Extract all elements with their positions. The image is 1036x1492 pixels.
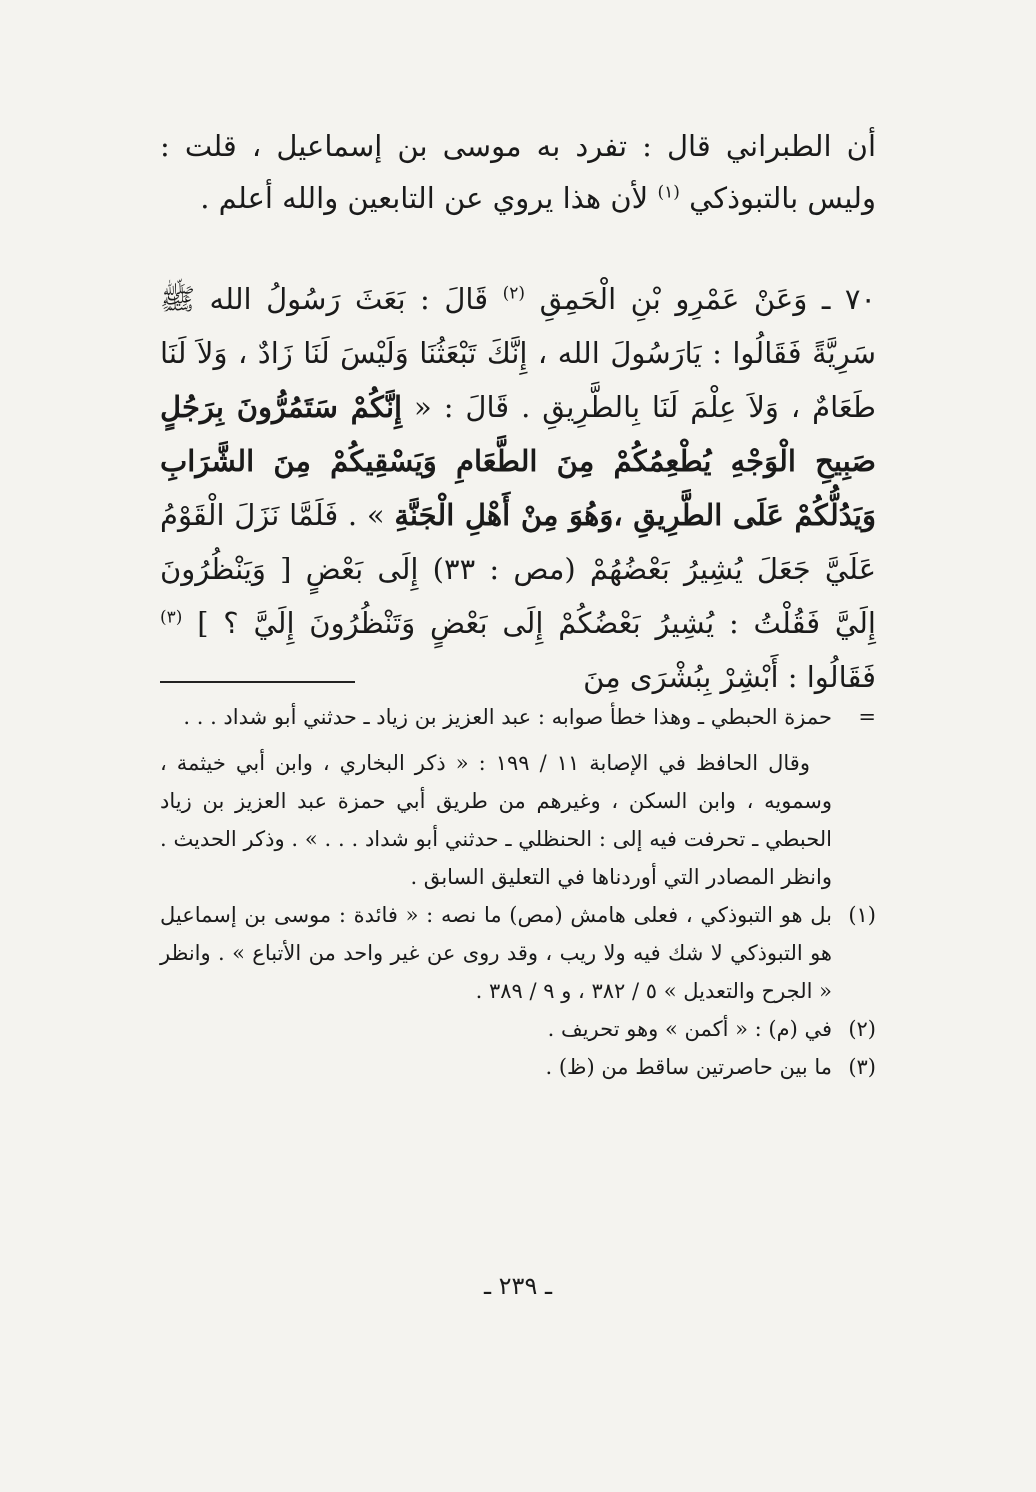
- footnote-continuation: [160, 698, 876, 736]
- footnote-marker: (١): [848, 903, 876, 927]
- footnote-ref-1: (١): [657, 182, 680, 203]
- hadith-prophetic-saying: إِنَّكُمْ سَتَمُرُّونَ بِرَجُلٍ صَبِيحِ الْوَجْهِ يُطْعِمُكُمْ مِنَ الطَّعَامِ وَيَسْقِيكُمْ مِنَ الشَّرَابِ وَيَدُلُّكُمْ عَلَى الطَّرِيقِ ،وَهُوَ مِنْ أَهْلِ الْجَنَّةِ: [160, 390, 877, 532]
- footnote-1: [160, 896, 876, 1010]
- footnote-2: [160, 1010, 876, 1048]
- intro-text: أن الطبراني قال : تفرد به موسى بن إسماعيل ، قلت : وليس بالتبوذكي: [160, 129, 876, 215]
- footnote-ref-3: (٣): [160, 607, 183, 628]
- intro-tail: لأن هذا يروي عن التابعين والله أعلم .: [200, 181, 649, 215]
- hadith-text-1: قَالَ : بَعَثَ رَسُولُ الله ﷺ سَرِيَّةً فَقَالُوا : يَارَسُولَ الله ، إِنَّكَ تَبْعَثُنَا وَلَيْسَ لَنَا زَادٌ ، وَلاَ لَنَا طَعَامٌ ، وَلاَ عِلْمَ لَنَا بِالطَّرِيقِ . قَالَ : «: [160, 282, 876, 424]
- footnote-text: ما بين حاصرتين ساقط من (ظ) .: [545, 1055, 832, 1079]
- footnote-ref-2: (٢): [502, 283, 526, 304]
- hadith-paragraph: [160, 272, 876, 704]
- intro-paragraph: [160, 120, 876, 224]
- footnote-continuation-paragraph: [160, 744, 876, 896]
- footnote-marker: (٣): [848, 1055, 876, 1079]
- hadith-text-2: » . فَلَمَّا نَزَلَ الْقَوْمُ عَلَيَّ جَعَلَ يُشِيرُ بَعْضُهُمْ (مص : ٣٣) إِلَى بَعْضٍ [ وَيَنْظُرُونَ إِلَيَّ فَقُلْتُ : يُشِيرُ بَعْضُكُمْ إِلَى بَعْضٍ وَتَنْظُرُونَ إِلَيَّ ؟ ]: [160, 498, 877, 640]
- footnotes: [160, 698, 876, 1086]
- footnote-3: [160, 1048, 876, 1086]
- footnote-text: بل هو التبوذكي ، فعلى هامش (مص) ما نصه : « فائدة : موسى بن إسماعيل هو التبوذكي لا شك فيه ولا ريب ، وقد روى عن غير واحد من الأتباع » . وانظر « الجرح والتعديل » ٥ / ٣٨٢ ، و ٩ / ٣٨٩ .: [160, 903, 832, 1003]
- continuation-text-1: حمزة الحبطي ـ وهذا خطأ صوابه : عبد العزيز بن زياد ـ حدثني أبو شداد . . .: [183, 705, 832, 729]
- hadith-number-and-narrator: ٧٠ ـ وَعَنْ عَمْرِو بْنِ الْحَمِقِ: [539, 282, 877, 316]
- footnote-text: في (م) : « أكمن » وهو تحريف .: [547, 1017, 832, 1041]
- footnote-marker: (٢): [848, 1017, 876, 1041]
- footnote-separator: [160, 681, 355, 683]
- continuation-marker: =: [858, 705, 876, 729]
- hadith-text-3: فَقَالُوا : أَبْشِرْ بِبُشْرَى مِنَ: [583, 660, 876, 694]
- continuation-text-2: وقال الحافظ في الإصابة ١١ / ١٩٩ : « ذكر البخاري ، وابن أبي خيثمة ، وسمويه ، وابن السكن ، وغيرهم من طريق أبي حمزة عبد العزيز بن زياد الحبطي ـ تحرفت فيه إلى : الحنظلي ـ حدثني أبو شداد . . . » . وذكر الحديث . وانظر المصادر التي أوردناها في التعليق السابق .: [160, 751, 832, 889]
- page-number: ـ ٢٣٩ ـ: [483, 1272, 552, 1300]
